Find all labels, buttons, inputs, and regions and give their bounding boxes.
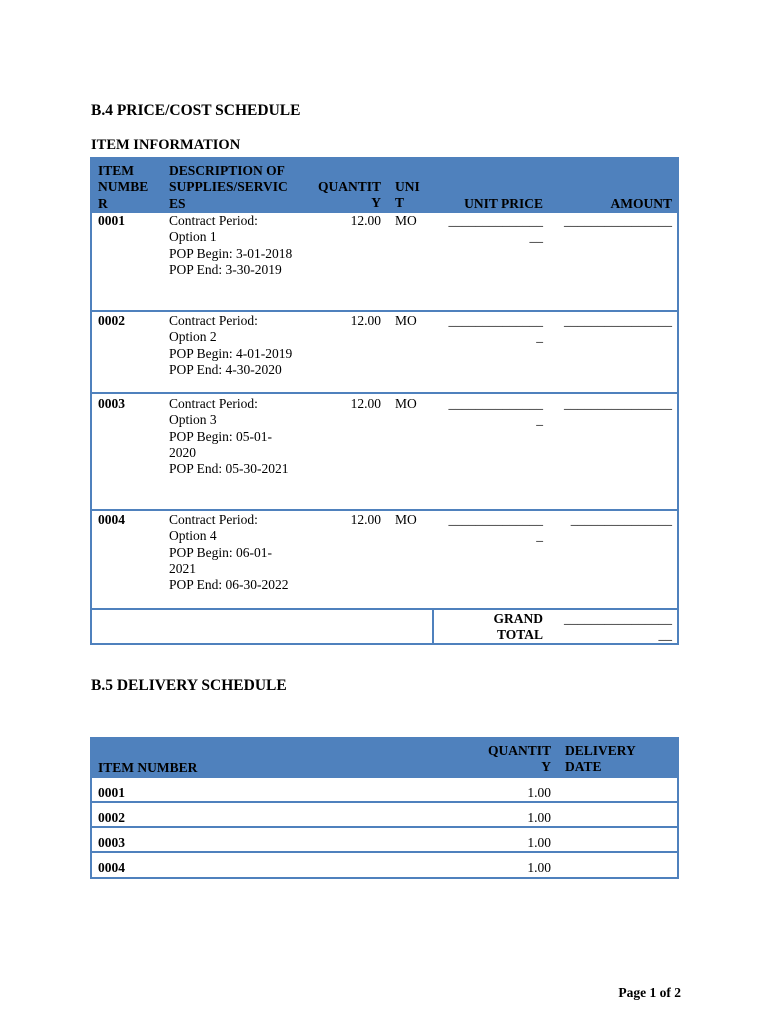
- row-divider: [90, 310, 679, 312]
- row-item-number: 0004: [98, 860, 125, 875]
- row-item-number: 0004: [98, 512, 125, 527]
- row-quantity: 12.00: [350, 396, 381, 411]
- row-item-number: 0001: [98, 785, 125, 800]
- header-unit-price: UNIT PRICE: [464, 196, 543, 211]
- header-delivery-date: DELIVERY DATE: [565, 743, 636, 775]
- row-unit: MO: [395, 213, 417, 228]
- page-number: Page 1 of 2: [618, 985, 681, 1000]
- row-divider: [90, 509, 679, 511]
- header-amount: AMOUNT: [610, 196, 672, 211]
- header-description: DESCRIPTION OF SUPPLIES/SERVIC ES: [169, 163, 288, 211]
- row-divider: [90, 851, 679, 853]
- header-item-number: ITEM NUMBER: [98, 760, 198, 775]
- header-quantity: QUANTIT Y: [317, 179, 381, 211]
- row-quantity: 1.00: [527, 785, 551, 800]
- header-quantity: QUANTIT Y: [487, 743, 551, 775]
- row-quantity: 12.00: [350, 313, 381, 328]
- row-amount-blank: ________________: [564, 396, 672, 411]
- row-unit-price-blank: ______________ _: [448, 396, 543, 428]
- row-quantity: 1.00: [527, 810, 551, 825]
- row-unit: MO: [395, 313, 417, 328]
- row-unit-price-blank: ______________ __: [448, 213, 543, 245]
- row-quantity: 12.00: [350, 512, 381, 527]
- row-item-number: 0003: [98, 835, 125, 850]
- row-divider: [90, 608, 679, 610]
- header-item-number: ITEM NUMBE R: [98, 163, 149, 211]
- row-unit-price-blank: ______________ _: [448, 313, 543, 345]
- row-item-number: 0002: [98, 313, 125, 328]
- grand-total-label: GRAND TOTAL: [493, 611, 543, 643]
- row-divider: [90, 801, 679, 803]
- row-unit: MO: [395, 396, 417, 411]
- row-divider: [90, 826, 679, 828]
- row-item-number: 0002: [98, 810, 125, 825]
- table-left-border: [90, 737, 92, 879]
- grand-total-divider: [432, 608, 434, 645]
- row-description: Contract Period: Option 2 POP Begin: 4-01-2019 POP End: 4-30-2020: [169, 313, 293, 377]
- section-b4-title: B.4 PRICE/COST SCHEDULE: [91, 102, 301, 119]
- row-divider: [90, 392, 679, 394]
- row-description: Contract Period: Option 4 POP Begin: 06-01- 2021 POP End: 06-30-2022: [169, 512, 289, 593]
- row-description: Contract Period: Option 3 POP Begin: 05-01- 2020 POP End: 05-30-2021: [169, 396, 289, 477]
- item-information-subtitle: ITEM INFORMATION: [91, 137, 241, 153]
- row-item-number: 0001: [98, 213, 125, 228]
- row-quantity: 1.00: [527, 835, 551, 850]
- table-right-border: [677, 737, 679, 879]
- row-unit: MO: [395, 512, 417, 527]
- row-quantity: 1.00: [527, 860, 551, 875]
- table-left-border: [90, 157, 92, 645]
- row-item-number: 0003: [98, 396, 125, 411]
- row-amount-blank: _______________: [570, 512, 672, 527]
- row-amount-blank: ________________: [564, 213, 672, 228]
- row-quantity: 12.00: [350, 213, 381, 228]
- table-bottom-border: [90, 877, 679, 879]
- table-right-border: [677, 157, 679, 645]
- section-b5-title: B.5 DELIVERY SCHEDULE: [91, 677, 287, 694]
- grand-total-blank: ________________ __: [564, 611, 672, 643]
- row-description: Contract Period: Option 1 POP Begin: 3-01-2018 POP End: 3-30-2019: [169, 213, 293, 277]
- header-unit: UNI T: [395, 179, 420, 211]
- row-unit-price-blank: ______________ _: [448, 512, 543, 544]
- row-amount-blank: ________________: [564, 313, 672, 328]
